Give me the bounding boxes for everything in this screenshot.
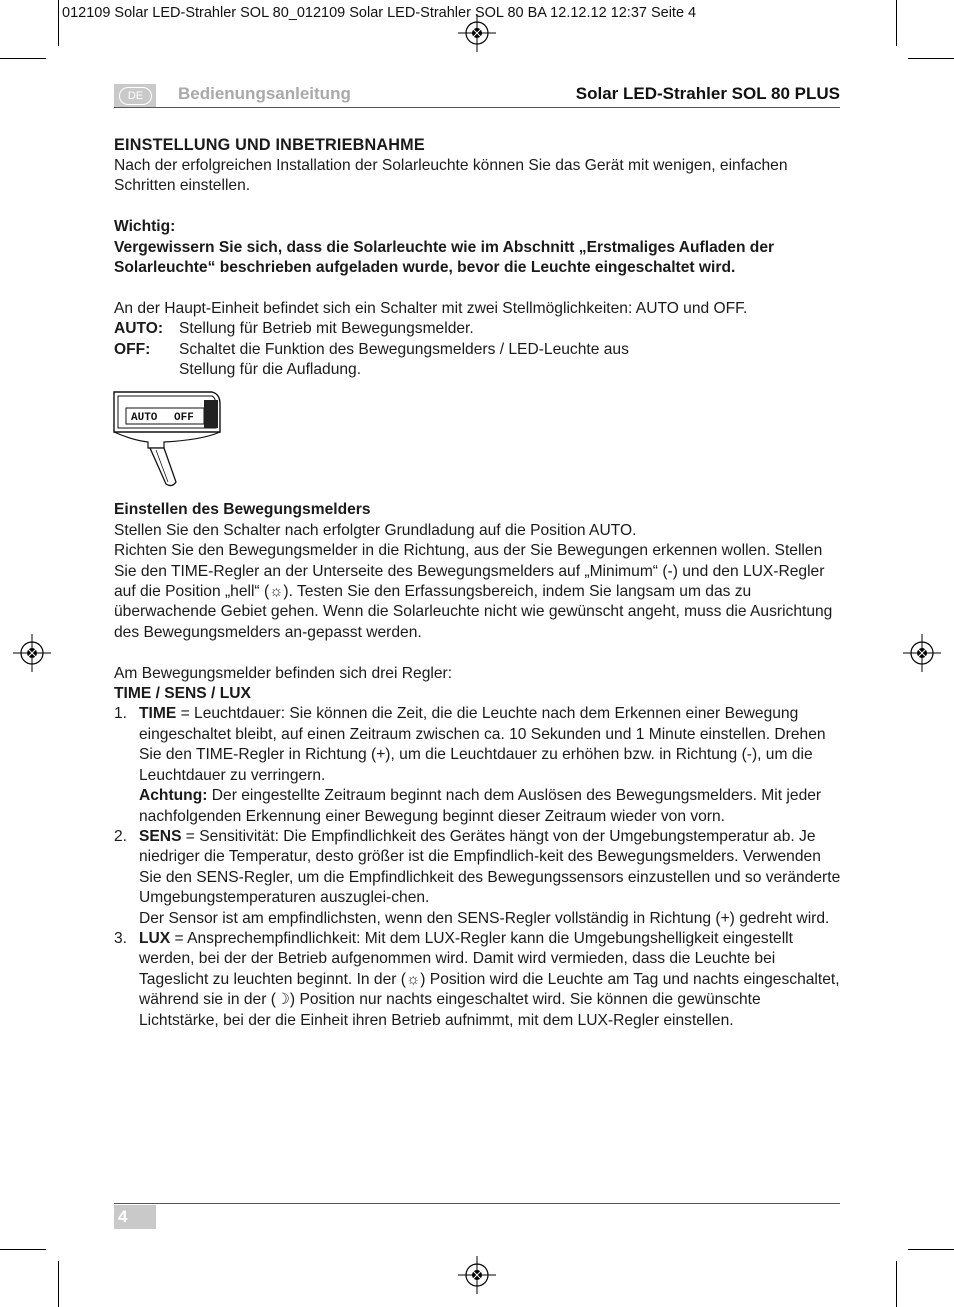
print-slug: 012109 Solar LED-Strahler SOL 80_012109 Solar LED-Strahler SOL 80 BA 12.12.12 12:37 Seite 4 <box>62 5 697 21</box>
header-divider <box>114 107 840 108</box>
item-text: = Leuchtdauer: Sie können die Zeit, die die Leuchte nach dem Erkennen einer Bewegung eingeschaltet bleibt, auf einen Zeitraum zwischen ca. 10 Sekunden und 1 Minute einstellen. Drehen Sie den TIME-Regler in Richtung (+), um die Leuchtdauer zu erhöhen bzw. in Richtung (-), um die Leuchtdauer zu verringern. <box>139 705 826 784</box>
item-text: = Ansprechempfindlichkeit: Mit dem LUX-Regler kann die Umgebungshelligkeit eingestellt werden, bei der der Betrieb aufgenommen wird. Damit wird vermieden, dass die Leuchte bei Tageslicht zu leuchten beginnt. In der (☼) Position wird die Leuchte am Tag und nachts eingeschaltet, während sie in der (☽) Position nur nachts eingeschaltet wird. Sie können die gewünschte Lichtstärke, bei der die Einheit ihren Betrieb aufnimmt, mit dem LUX-Regler einstellen. <box>139 929 840 1029</box>
note-label: Achtung: <box>139 787 208 805</box>
document-body <box>114 135 844 1031</box>
controls-heading: TIME / SENS / LUX <box>114 685 251 703</box>
page-number: 4 <box>114 1205 156 1229</box>
mode-term: AUTO: <box>114 320 164 338</box>
item-number: 3. <box>114 929 128 947</box>
mode-term: OFF: <box>114 340 151 358</box>
important-text: Vergewissern Sie sich, dass die Solarleuchte wie im Abschnitt „Erstmaliges Aufladen der Solarleuchte“ beschrieben aufgeladen wurde, bevor die Leuchte eingeschaltet wird. <box>114 238 775 277</box>
label-auto: AUTO <box>131 412 158 425</box>
section-title: Bedienungsanleitung <box>178 84 351 103</box>
language-label: DE <box>119 87 152 105</box>
list-item <box>114 929 844 1031</box>
switch-illustration <box>114 380 844 500</box>
registration-mark-icon <box>458 1256 496 1294</box>
list-item <box>114 704 844 826</box>
registration-mark-icon <box>13 634 51 672</box>
label-off: OFF <box>174 412 194 425</box>
note-text: Der eingestellte Zeitraum beginnt nach dem Auslösen des Bewegungsmelders. Mit jeder nachfolgenden Erkennung einer Bewegung beginnt dieser Zeitraum wieder von vorn. <box>139 787 822 825</box>
item-number: 1. <box>114 705 128 723</box>
note-text: Der Sensor ist am empfindlichsten, wenn den SENS-Regler vollständig in Richtung (+) gedreht wird. <box>139 909 830 927</box>
motion-text: Stellen Sie den Schalter nach erfolgter Grundladung auf die Position AUTO. Richten Sie den Bewegungsmelder in die Richtung, aus der Sie Bewegungen erkennen wollen. Stellen Sie den TIME-Regler an der Unterseite des Bewegungsmelders auf „Minimum“ (-) und den LUX-Regler auf die Position „hell“ (☼). Testen Sie den Erfassungsbereich, indem Sie langsam um das zu überwachende Gebiet gehen. Wenn die Solarleuchte nicht wie gewünscht angeht, muss die Ausrichtung des Bewegungsmelders an-gepasst werden. <box>114 521 833 641</box>
mode-desc: Stellung für Betrieb mit Bewegungsmelder. <box>179 320 474 338</box>
item-number: 2. <box>114 827 128 845</box>
product-title: Solar LED-Strahler SOL 80 PLUS <box>575 84 840 103</box>
registration-mark-icon <box>458 14 496 52</box>
item-term: SENS <box>139 827 182 845</box>
important-label: Wichtig: <box>114 218 176 236</box>
mode-desc: Schaltet die Funktion des Bewegungsmelders / LED-Leuchte aus Stellung für die Aufladung. <box>179 340 629 379</box>
switch-intro: An der Haupt-Einheit befindet sich ein Schalter mit zwei Stellmöglichkeiten: AUTO und OFF. <box>114 299 748 317</box>
intro-paragraph: Nach der erfolgreichen Installation der Solarleuchte können Sie das Gerät mit wenigen, einfachen Schritten einstellen. <box>114 157 788 195</box>
motion-heading: Einstellen des Bewegungsmelders <box>114 501 371 519</box>
item-term: TIME <box>139 705 177 723</box>
list-item <box>114 827 844 929</box>
switch-mode-off <box>114 340 844 381</box>
controls-intro: Am Bewegungsmelder befinden sich drei Regler: <box>114 664 453 682</box>
footer-divider <box>114 1203 840 1204</box>
language-badge <box>114 84 156 108</box>
switch-mode-auto <box>114 319 844 339</box>
page-heading: EINSTELLUNG UND INBETRIEBNAHME <box>114 136 425 154</box>
item-term: LUX <box>139 929 171 947</box>
registration-mark-icon <box>903 634 941 672</box>
item-text: = Sensitivität: Die Empfindlichkeit des Gerätes hängt von der Umgebungstemperatur ab. Je niedriger die Temperatur, desto größer ist die Empfindlich-keit des Bewegungsmelders. Verwenden Sie den SENS-Regler, um die Empfindlichkeit des Bewegungssensors einzustellen und so veränderte Umgebungstemperaturen auszuglei-chen. <box>139 827 841 907</box>
controls-list <box>114 704 844 1031</box>
